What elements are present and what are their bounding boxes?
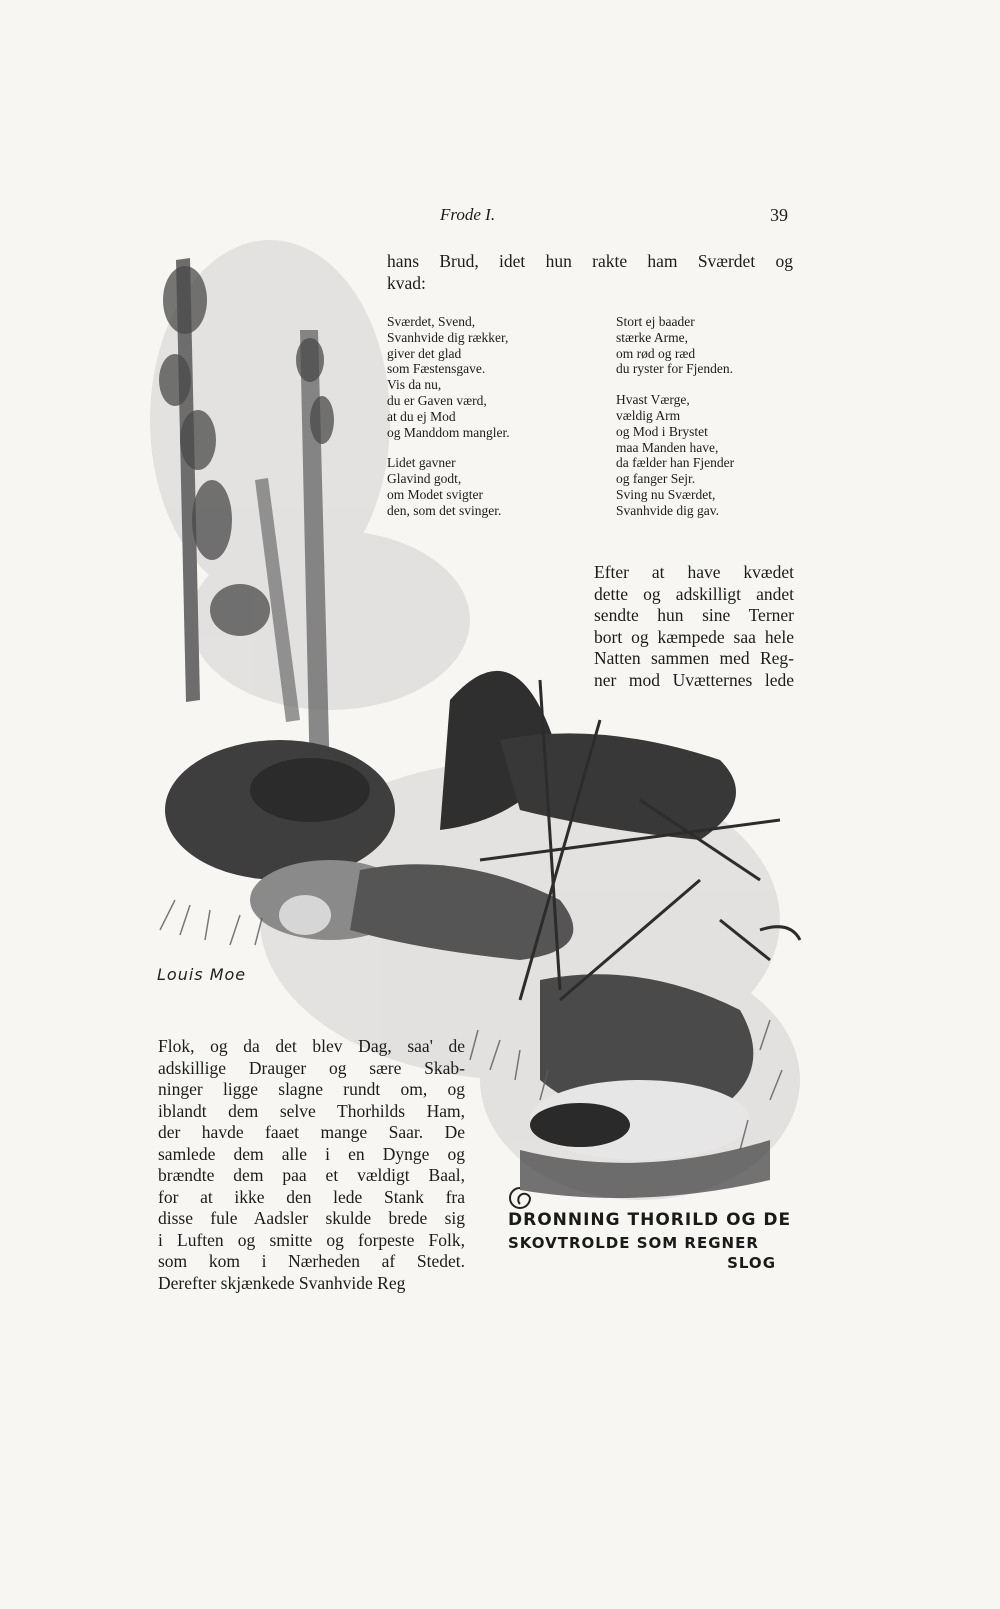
artist-signature: Louis Moe [157,965,247,984]
text-line: som kom i Nærheden af Stedet. [158,1251,465,1271]
poem-stanza [616,392,734,518]
poem-line: maa Manden have, [616,439,719,455]
poem-line: om Modet svigter [387,486,483,502]
text-line: brændte dem paa et vældigt Baal, [158,1165,465,1185]
page-number: 39 [770,205,788,225]
text-line: bort og kæmpede saa hele [594,626,794,647]
text-line: Natten sammen med Reg- [594,648,794,668]
poem-line: Hvast Værge, [616,392,690,408]
text-line: Flok, og da det blev Dag, saa' de [158,1036,465,1056]
poem-line: og Manddom mangler. [387,424,510,440]
text-line: for at ikke den lede Stank fra [158,1186,465,1207]
poem-line: Stort ej baader [616,314,695,329]
poem-line: Glavind godt, [387,471,462,487]
poem-stanza [616,314,734,377]
poem-line: og Mod i Brystet [616,423,708,439]
poem-line: giver det glad [387,345,462,361]
intro-paragraph [387,251,793,294]
poem-line: da fælder han Fjender [616,455,735,471]
text-line: disse fule Aadsler skulde brede sig [158,1208,465,1228]
text-line: Derefter skjænkede Svanhvide Reg [158,1272,406,1293]
text-line: samlede dem alle i en Dynge og [158,1143,465,1164]
poem-line: Sværdet, Svend, [387,314,476,329]
illustration-caption [508,1210,798,1272]
poem-column-right [616,314,734,534]
poem-line: du er Gaven værd, [387,392,487,408]
text-line: hans Brud, idet hun rakte ham Sværdet og [387,251,793,271]
text-line: iblandt dem selve Thorhilds Ham, [158,1100,465,1121]
right-paragraph [594,562,794,691]
text-line: adskillige Drauger og sære Skab- [158,1057,465,1078]
text-line: dette og adskilligt andet [594,583,794,604]
poem-column-left [387,314,510,534]
poem-line: som Fæstensgave. [387,361,486,377]
poem-line: at du ej Mod [387,408,456,424]
caption-ornament-icon [508,1186,532,1210]
running-title: Frode I. [440,205,496,224]
text-line: ner mod Uvætternes lede [594,669,794,690]
text-line: kvad: [387,272,426,293]
poem-line: Svanhvide dig gav. [616,502,719,518]
poem-line: Vis da nu, [387,377,442,393]
poem-line: og fanger Sejr. [616,471,696,487]
poem-stanza [387,314,510,440]
text-line: sendte hun sine Terner [594,605,794,625]
caption-line: DRONNING THORILD OG DE [508,1210,792,1230]
left-paragraph [158,1036,465,1294]
poem-line: vældig Arm [616,407,681,423]
caption-line: SLOG [727,1254,776,1272]
poem-line: du ryster for Fjenden. [616,361,733,377]
poem-line: om rød og ræd [616,345,696,361]
poem-line: Sving nu Sværdet, [616,486,716,502]
text-line: i Luften og smitte og forpeste Folk, [158,1229,465,1250]
text-line: der havde faaet mange Saar. De [158,1122,465,1142]
text-line: Efter at have kvædet [594,562,794,582]
poem-line: Svanhvide dig rækker, [387,329,509,345]
caption-line: SKOVTROLDE SOM REGNER [508,1234,759,1252]
text-line: ninger ligge slagne rundt om, og [158,1079,465,1099]
poem-line: den, som det svinger. [387,502,502,518]
poem-stanza [387,455,510,518]
poem-line: stærke Arme, [616,329,688,345]
poem-line: Lidet gavner [387,455,456,471]
